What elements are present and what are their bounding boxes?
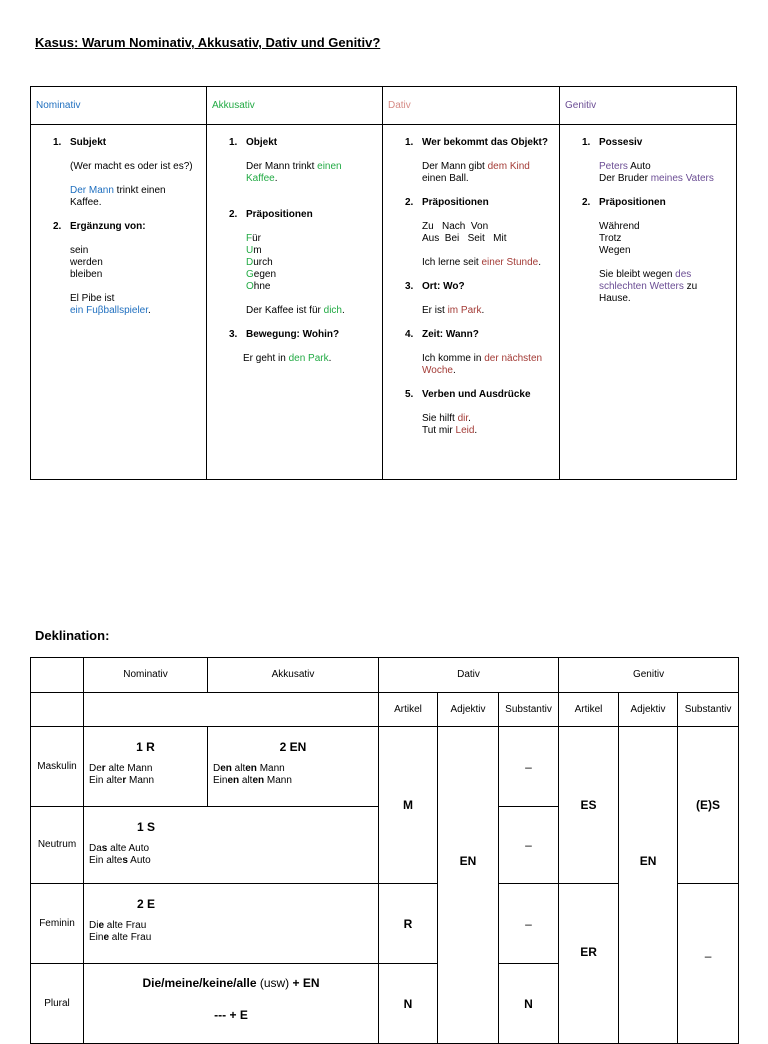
item-label: Präpositionen — [246, 209, 313, 220]
sub-artikel: Artikel — [379, 693, 438, 727]
header-genitiv: Genitiv — [560, 87, 737, 125]
row-label-plural: Plural — [31, 964, 84, 1044]
akkusativ-cell: 1. Objekt Der Mann trinkt einen Kaffee. 2. Präpositionen Für Um Durch Gegen Ohne Der Kaffee ist für dich. 3. Bewegung: Wohin? Er geht in den Park. — [207, 125, 383, 480]
item-label: Ergänzung von: — [70, 221, 146, 232]
deklination-title: Deklination: — [35, 628, 110, 643]
kasus-table — [30, 86, 737, 480]
header-dativ: Dativ — [383, 87, 560, 125]
item-label: Objekt — [246, 137, 278, 148]
item-label: Verben und Ausdrücke — [422, 389, 531, 400]
gen-example: Peters Auto Der Bruder meines Vaters — [599, 161, 714, 184]
akk-prepositions: Für Um Durch Gegen Ohne — [246, 233, 277, 292]
dativ-substantiv-f: – — [499, 884, 559, 964]
genitiv-artikel-m-n: ES — [559, 727, 619, 884]
maskulin-akkusativ: 2 EN Den alten Mann Einen alten Mann — [208, 727, 379, 807]
blank-cell — [31, 693, 84, 727]
item-number: 1. — [53, 137, 62, 148]
genitiv-substantiv-m-n: (E)S — [678, 727, 739, 884]
dat-example-2: Ich lerne seit einer Stunde. — [422, 257, 541, 268]
item-label: Ort: Wo? — [422, 281, 465, 292]
akk-example-3: Er geht in den Park. — [243, 353, 332, 364]
item-label: Subjekt — [70, 137, 107, 148]
row-label-maskulin: Maskulin — [31, 727, 84, 807]
sub-substantiv: Substantiv — [678, 693, 739, 727]
nom-verbs: sein werden bleiben — [70, 245, 103, 280]
dativ-substantiv-m: – — [499, 727, 559, 807]
header-nominativ: Nominativ — [31, 87, 207, 125]
item-label: Wer bekommt das Objekt? — [422, 137, 548, 148]
dat-example-4: Ich komme in der nächsten Woche. — [422, 353, 543, 376]
row-label-feminin: Feminin — [31, 884, 84, 964]
dat-example: Der Mann gibt dem Kind einen Ball. — [422, 161, 530, 184]
header-akkusativ: Akkusativ — [208, 658, 379, 693]
header-nominativ: Nominativ — [84, 658, 208, 693]
header-genitiv: Genitiv — [559, 658, 739, 693]
dativ-substantiv-n: – — [499, 807, 559, 884]
item-label: Possesiv — [599, 137, 643, 148]
maskulin-nominativ: 1 R Der alte Mann Ein alter Mann — [84, 727, 208, 807]
neutrum-forms: 1 S Das alte Auto Ein altes Auto — [84, 807, 379, 884]
item-label: Bewegung: Wohin? — [246, 329, 340, 340]
dativ-artikel-f: R — [379, 884, 438, 964]
dativ-artikel-m-n: M — [379, 727, 438, 884]
dat-prepositions: Zu Nach Von Aus Bei Seit Mit — [422, 221, 507, 244]
gen-prepositions: Während Trotz Wegen — [599, 221, 640, 256]
dativ-artikel-p: N — [379, 964, 438, 1044]
genitiv-substantiv-f-p: – — [678, 884, 739, 1044]
row-label-neutrum: Neutrum — [31, 807, 84, 884]
feminin-forms: 2 E Die alte Frau Eine alte Frau — [84, 884, 379, 964]
plural-forms: Die/meine/keine/alle (usw) + EN --- + E — [84, 964, 379, 1044]
dat-example-3: Er ist im Park. — [422, 305, 485, 316]
header-akkusativ: Akkusativ — [207, 87, 383, 125]
corner-cell — [31, 658, 84, 693]
genitiv-cell: 1. Possesiv Peters Auto Der Bruder meines Vaters 2. Präpositionen Während Trotz Wegen Sie bleibt wegen des schlechten Wetters zu Hause. — [560, 125, 737, 480]
sub-adjektiv: Adjektiv — [619, 693, 678, 727]
page-title: Kasus: Warum Nominativ, Akkusativ, Dativ und Genitiv? — [35, 35, 381, 50]
blank-cell — [84, 693, 379, 727]
akk-example: Der Mann trinkt einen Kaffee. — [246, 161, 342, 184]
sub-adjektiv: Adjektiv — [438, 693, 499, 727]
dativ-adjektiv: EN — [438, 727, 499, 1044]
nom-question: (Wer macht es oder ist es?) — [70, 161, 193, 172]
genitiv-artikel-f-p: ER — [559, 884, 619, 1044]
dat-example-5: Sie hilft dir. Tut mir Leid. — [422, 413, 478, 436]
header-dativ: Dativ — [379, 658, 559, 693]
sub-substantiv: Substantiv — [499, 693, 559, 727]
genitiv-adjektiv: EN — [619, 727, 678, 1044]
sub-artikel: Artikel — [559, 693, 619, 727]
item-label: Präpositionen — [599, 197, 666, 208]
dativ-substantiv-p: N — [499, 964, 559, 1044]
nom-example-2: El Pibe ist ein Fuβballspieler. — [70, 293, 151, 316]
item-label: Zeit: Wann? — [422, 329, 479, 340]
deklination-table — [30, 657, 739, 1044]
akk-example-2: Der Kaffee ist für dich. — [246, 305, 345, 316]
dativ-cell: 1. Wer bekommt das Objekt? Der Mann gibt dem Kind einen Ball. 2. Präpositionen Zu Nach Von Aus Bei Seit Mit Ich lerne seit einer Stunde. 3. Ort: Wo? Er ist im Park. 4. Zeit: Wann? Ich komme in der nächsten Woche. 5. Verben und Ausdrücke Sie hilft dir. Tut mir Leid. — [383, 125, 560, 480]
gen-example-2: Sie bleibt wegen des schlechten Wetters zu Hause. — [599, 269, 698, 304]
nom-example: Der Mann trinkt einen Kaffee. — [70, 185, 166, 208]
nominativ-cell: 1. Subjekt (Wer macht es oder ist es?) Der Mann trinkt einen Kaffee. 2. Ergänzung von: sein werden bleiben El Pibe ist ein Fuβballspieler. — [31, 125, 207, 480]
item-label: Präpositionen — [422, 197, 489, 208]
